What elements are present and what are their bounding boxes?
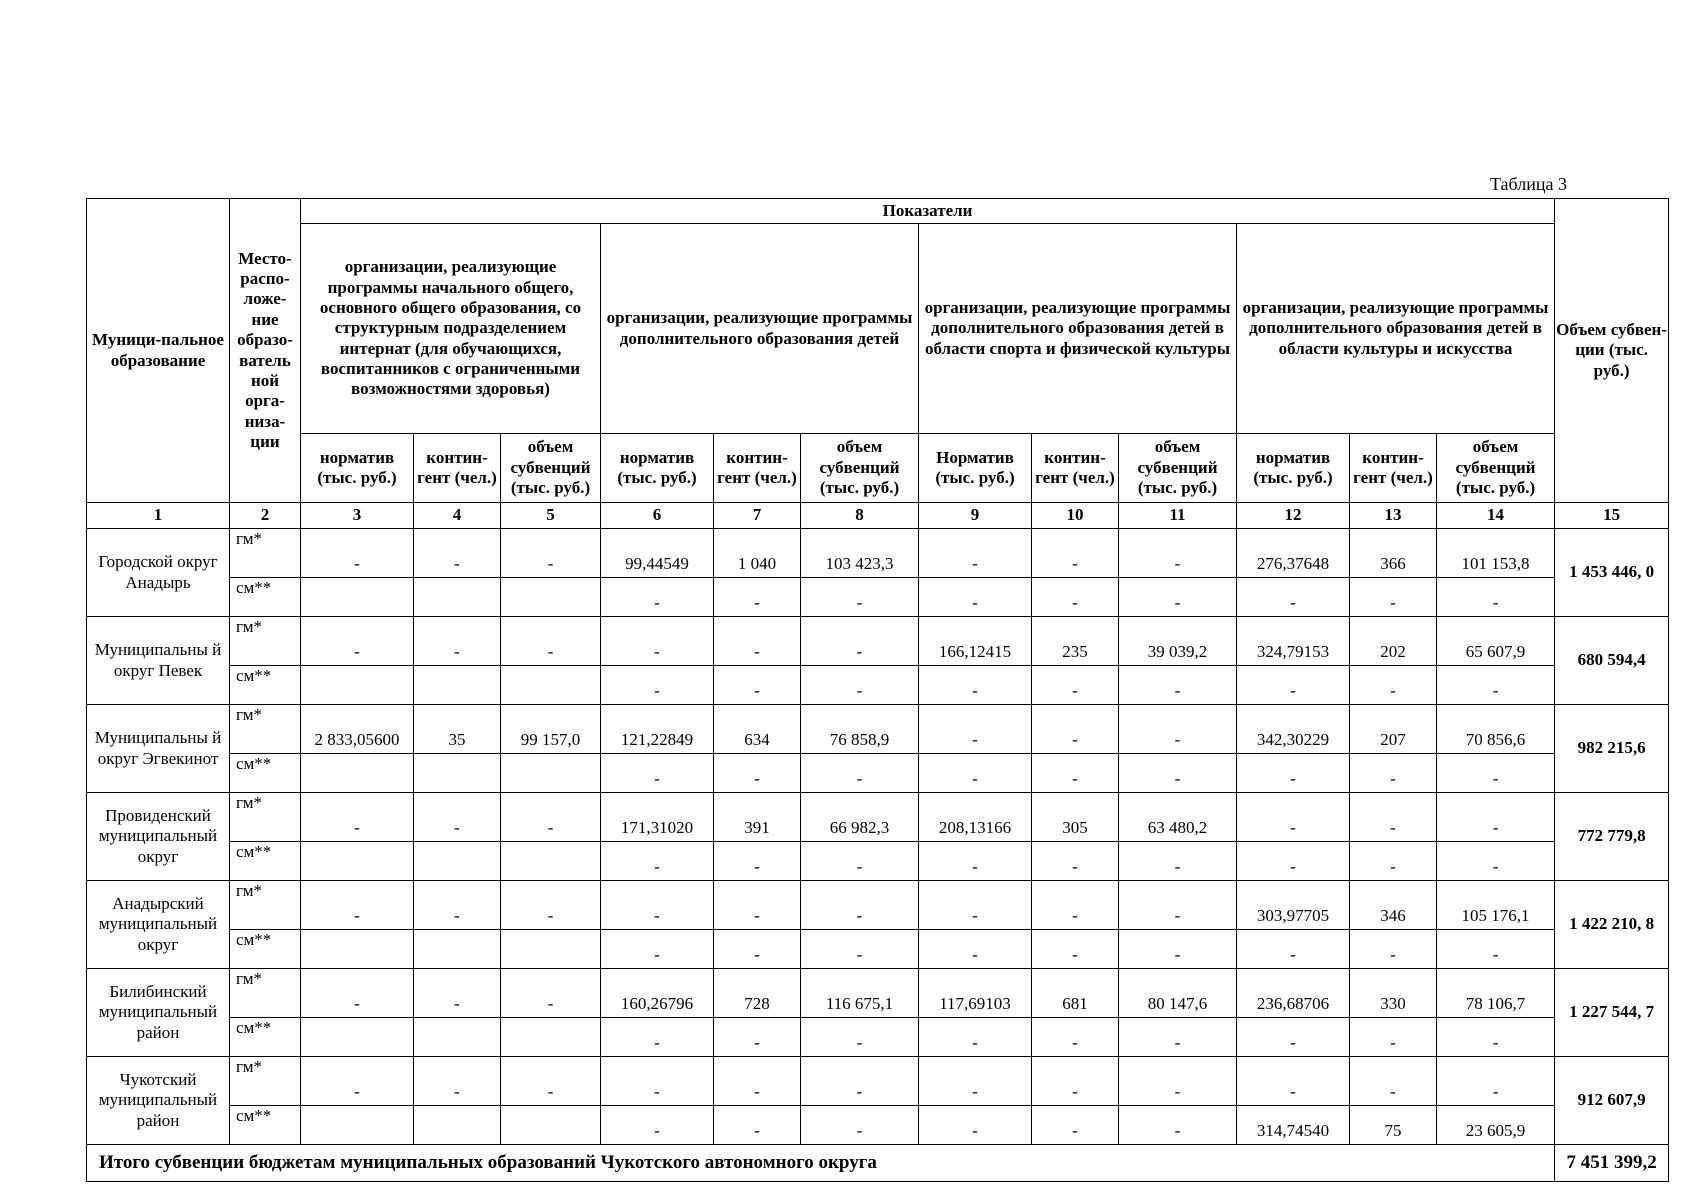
table-cell: [301, 666, 414, 705]
table-cell: 39 039,2: [1119, 617, 1237, 666]
table-cell: -: [1032, 1057, 1119, 1106]
table-cell: -: [1032, 705, 1119, 754]
table-cell: -: [601, 617, 714, 666]
table-cell: -: [501, 617, 601, 666]
table-cell: -: [1032, 754, 1119, 793]
column-number: 12: [1237, 503, 1350, 529]
table-cell: -: [1237, 578, 1350, 617]
table-cell: -: [414, 881, 501, 930]
table-cell: 103 423,3: [801, 529, 919, 578]
table-cell: -: [801, 578, 919, 617]
table-cell: -: [1119, 842, 1237, 881]
column-number: 13: [1350, 503, 1437, 529]
table-cell: -: [1237, 666, 1350, 705]
table-cell: -: [919, 930, 1032, 969]
header-group-additional: организации, реализующие программы дополнительного образования детей: [601, 224, 919, 434]
table-cell: -: [714, 754, 801, 793]
table-cell: -: [414, 617, 501, 666]
table-cell: [501, 754, 601, 793]
table-cell: -: [919, 1057, 1032, 1106]
table-cell: -: [1119, 1057, 1237, 1106]
table-cell: 634: [714, 705, 801, 754]
table-caption: Таблица 3: [1490, 174, 1567, 194]
column-number: 11: [1119, 503, 1237, 529]
table-cell: -: [601, 666, 714, 705]
table-cell: -: [1032, 666, 1119, 705]
table-cell: [301, 1106, 414, 1145]
table-cell: [501, 842, 601, 881]
location-sm: см**: [230, 666, 301, 705]
table-cell: 76 858,9: [801, 705, 919, 754]
table-cell: -: [714, 1018, 801, 1057]
table-cell: 728: [714, 969, 801, 1018]
table-cell: -: [1437, 666, 1555, 705]
table-cell: 105 176,1: [1437, 881, 1555, 930]
table-cell: -: [601, 754, 714, 793]
location-sm: см**: [230, 930, 301, 969]
table-cell: -: [414, 1057, 501, 1106]
table-cell: -: [1437, 1018, 1555, 1057]
column-number: 2: [230, 503, 301, 529]
header-sub-col-10: контин-гент (чел.): [1032, 434, 1119, 503]
table-cell: -: [1032, 578, 1119, 617]
table-cell: [301, 842, 414, 881]
table-cell: 303,97705: [1237, 881, 1350, 930]
table-cell: -: [414, 969, 501, 1018]
total-row: [87, 1145, 1669, 1182]
table-cell: -: [801, 1106, 919, 1145]
municipality-name: Билибинский муниципальный район: [87, 969, 230, 1057]
table-cell: 276,37648: [1237, 529, 1350, 578]
subsidy-volume: 1 453 446, 0: [1555, 529, 1669, 617]
table-cell: -: [601, 578, 714, 617]
table-cell: -: [801, 930, 919, 969]
table-cell: -: [1237, 754, 1350, 793]
table-cell: -: [1350, 930, 1437, 969]
header-sub-col-12: норматив (тыс. руб.): [1237, 434, 1350, 503]
subsidy-volume: 680 594,4: [1555, 617, 1669, 705]
table-cell: -: [1437, 793, 1555, 842]
table-cell: -: [1119, 1018, 1237, 1057]
table-row: [87, 793, 1669, 842]
column-number: 4: [414, 503, 501, 529]
table-cell: -: [1350, 754, 1437, 793]
header-sub-col-14: объем субвенций (тыс. руб.): [1437, 434, 1555, 503]
column-number: 15: [1555, 503, 1669, 529]
table-cell: -: [801, 754, 919, 793]
table-cell: [414, 666, 501, 705]
table-cell: -: [1119, 705, 1237, 754]
table-row: [87, 578, 1669, 617]
municipality-name: Анадырский муниципальный округ: [87, 881, 230, 969]
table-row: [87, 705, 1669, 754]
table-cell: -: [1119, 1106, 1237, 1145]
table-cell: 160,26796: [601, 969, 714, 1018]
table-cell: -: [501, 529, 601, 578]
subsidy-volume: 982 215,6: [1555, 705, 1669, 793]
table-cell: -: [919, 529, 1032, 578]
table-cell: 80 147,6: [1119, 969, 1237, 1018]
table-cell: -: [801, 881, 919, 930]
table-cell: -: [919, 578, 1032, 617]
table-cell: -: [714, 666, 801, 705]
header-sub-col-9: Норматив (тыс. руб.): [919, 434, 1032, 503]
table-cell: -: [501, 793, 601, 842]
table-cell: [414, 842, 501, 881]
table-cell: -: [801, 1018, 919, 1057]
column-number: 14: [1437, 503, 1555, 529]
table-cell: [301, 930, 414, 969]
header-group-sport: организации, реализующие программы дополнительного образования детей в области спорта и физической культуры: [919, 224, 1237, 434]
table-cell: [414, 1018, 501, 1057]
table-cell: [501, 578, 601, 617]
location-sm: см**: [230, 842, 301, 881]
table-cell: [414, 1106, 501, 1145]
table-cell: -: [601, 1106, 714, 1145]
location-sm: см**: [230, 1018, 301, 1057]
table-cell: 117,69103: [919, 969, 1032, 1018]
table-cell: [501, 1106, 601, 1145]
subsidy-volume: 1 227 544, 7: [1555, 969, 1669, 1057]
table-cell: -: [919, 842, 1032, 881]
table-cell: -: [501, 969, 601, 1018]
table-cell: -: [714, 1106, 801, 1145]
column-number: 1: [87, 503, 230, 529]
header-sub-col-13: контин-гент (чел.): [1350, 434, 1437, 503]
table-cell: -: [414, 529, 501, 578]
table-cell: -: [501, 1057, 601, 1106]
location-gm: гм*: [230, 881, 301, 930]
table-cell: [414, 578, 501, 617]
table-cell: -: [801, 842, 919, 881]
subsidy-volume: 1 422 210, 8: [1555, 881, 1669, 969]
table-cell: -: [714, 842, 801, 881]
header-sub-col-5: объем субвенций (тыс. руб.): [501, 434, 601, 503]
table-row: [87, 666, 1669, 705]
table-cell: 70 856,6: [1437, 705, 1555, 754]
table-cell: -: [1119, 578, 1237, 617]
table-cell: -: [1032, 1018, 1119, 1057]
column-number: 8: [801, 503, 919, 529]
table-cell: 65 607,9: [1437, 617, 1555, 666]
total-label: Итого субвенции бюджетам муниципальных образований Чукотского автономного округа: [87, 1145, 1555, 1182]
table-cell: 236,68706: [1237, 969, 1350, 1018]
location-sm: см**: [230, 578, 301, 617]
table-cell: -: [801, 1057, 919, 1106]
table-cell: -: [919, 754, 1032, 793]
table-cell: [414, 930, 501, 969]
table-cell: -: [1437, 842, 1555, 881]
table-row: [87, 1018, 1669, 1057]
table-cell: -: [1350, 666, 1437, 705]
table-row: [87, 754, 1669, 793]
table-cell: 75: [1350, 1106, 1437, 1145]
table-row: [87, 842, 1669, 881]
subsidy-volume: 912 607,9: [1555, 1057, 1669, 1145]
table-cell: -: [501, 881, 601, 930]
table-cell: -: [1350, 1057, 1437, 1106]
table-cell: [414, 754, 501, 793]
table-cell: -: [1350, 578, 1437, 617]
table-cell: -: [714, 930, 801, 969]
table-cell: 171,31020: [601, 793, 714, 842]
table-cell: 366: [1350, 529, 1437, 578]
location-gm: гм*: [230, 705, 301, 754]
table-cell: 342,30229: [1237, 705, 1350, 754]
table-cell: -: [714, 1057, 801, 1106]
table-cell: -: [1350, 1018, 1437, 1057]
municipality-name: Муниципальны й округ Эгвекинот: [87, 705, 230, 793]
location-gm: гм*: [230, 793, 301, 842]
table-cell: 166,12415: [919, 617, 1032, 666]
table-cell: -: [801, 666, 919, 705]
table-cell: [501, 666, 601, 705]
table-cell: 66 982,3: [801, 793, 919, 842]
table-row: [87, 1057, 1669, 1106]
table-cell: -: [414, 793, 501, 842]
table-cell: [501, 1018, 601, 1057]
subsidy-volume: 772 779,8: [1555, 793, 1669, 881]
location-sm: см**: [230, 754, 301, 793]
table-row: [87, 881, 1669, 930]
location-sm: см**: [230, 1106, 301, 1145]
header-sub-col-3: норматив (тыс. руб.): [301, 434, 414, 503]
table-cell: 346: [1350, 881, 1437, 930]
table-cell: -: [1032, 842, 1119, 881]
table-cell: 314,74540: [1237, 1106, 1350, 1145]
table-cell: -: [301, 969, 414, 1018]
table-cell: -: [1032, 529, 1119, 578]
table-row: [87, 930, 1669, 969]
table-cell: 99,44549: [601, 529, 714, 578]
table-cell: -: [714, 617, 801, 666]
table-cell: -: [919, 1106, 1032, 1145]
table-cell: -: [714, 881, 801, 930]
table-cell: 324,79153: [1237, 617, 1350, 666]
table-cell: 1 040: [714, 529, 801, 578]
table-row: [87, 529, 1669, 578]
table-cell: -: [1119, 754, 1237, 793]
table-cell: -: [1032, 930, 1119, 969]
table-cell: -: [1237, 842, 1350, 881]
table-cell: 305: [1032, 793, 1119, 842]
municipality-name: Провиденский муниципальный округ: [87, 793, 230, 881]
table-cell: -: [1237, 1057, 1350, 1106]
table-cell: -: [1437, 930, 1555, 969]
location-gm: гм*: [230, 969, 301, 1018]
table-cell: 391: [714, 793, 801, 842]
table-cell: 208,13166: [919, 793, 1032, 842]
table-cell: [301, 1018, 414, 1057]
header-group-culture: организации, реализующие программы дополнительного образования детей в области культуры и искусства: [1237, 224, 1555, 434]
table-cell: -: [1119, 930, 1237, 969]
header-sub-col-7: контин-гент (чел.): [714, 434, 801, 503]
table-cell: -: [301, 881, 414, 930]
table-cell: -: [1032, 1106, 1119, 1145]
subsidy-table: [86, 198, 1669, 1182]
column-number: 10: [1032, 503, 1119, 529]
table-cell: 35: [414, 705, 501, 754]
location-gm: гм*: [230, 617, 301, 666]
table-row: [87, 1106, 1669, 1145]
total-value: 7 451 399,2: [1555, 1145, 1669, 1182]
table-cell: -: [301, 529, 414, 578]
column-number: 9: [919, 503, 1032, 529]
table-cell: -: [601, 881, 714, 930]
table-cell: 121,22849: [601, 705, 714, 754]
table-cell: 235: [1032, 617, 1119, 666]
table-cell: 63 480,2: [1119, 793, 1237, 842]
header-sub-col-11: объем субвенций (тыс. руб.): [1119, 434, 1237, 503]
table-cell: -: [1437, 1057, 1555, 1106]
table-cell: [501, 930, 601, 969]
header-indicators: Показатели: [301, 199, 1555, 224]
table-cell: -: [919, 666, 1032, 705]
table-cell: 207: [1350, 705, 1437, 754]
table-cell: -: [301, 1057, 414, 1106]
table-cell: -: [1119, 666, 1237, 705]
table-cell: -: [1237, 793, 1350, 842]
location-gm: гм*: [230, 529, 301, 578]
header-sub-col-4: контин-гент (чел.): [414, 434, 501, 503]
table-cell: 202: [1350, 617, 1437, 666]
table-cell: -: [1119, 881, 1237, 930]
table-cell: -: [1350, 842, 1437, 881]
header-location: Место-распо-ложе-ние образо-ватель ной орга-низа-ции: [230, 199, 301, 503]
table-cell: 330: [1350, 969, 1437, 1018]
header-group-general: организации, реализующие программы начального общего, основного общего образования, со структурным подразделением интернат (для обучающихся, воспитанников с ограниченными возможностями здоровья): [301, 224, 601, 434]
table-cell: -: [1350, 793, 1437, 842]
table-cell: -: [1032, 881, 1119, 930]
table-cell: -: [1237, 1018, 1350, 1057]
table-cell: -: [1437, 754, 1555, 793]
table-cell: -: [919, 705, 1032, 754]
table-cell: -: [301, 793, 414, 842]
column-number: 5: [501, 503, 601, 529]
table-cell: -: [601, 1057, 714, 1106]
header-sub-col-8: объем субвенций (тыс. руб.): [801, 434, 919, 503]
table-cell: 99 157,0: [501, 705, 601, 754]
header-volume: Объем субвен-ции (тыс. руб.): [1555, 199, 1669, 503]
table-cell: -: [1119, 529, 1237, 578]
table-cell: -: [601, 842, 714, 881]
municipality-name: Муниципальны й округ Певек: [87, 617, 230, 705]
column-number: 6: [601, 503, 714, 529]
table-cell: [301, 578, 414, 617]
location-gm: гм*: [230, 1057, 301, 1106]
table-cell: 681: [1032, 969, 1119, 1018]
table-cell: -: [919, 1018, 1032, 1057]
table-cell: 101 153,8: [1437, 529, 1555, 578]
table-cell: 78 106,7: [1437, 969, 1555, 1018]
column-number: 3: [301, 503, 414, 529]
table-cell: -: [919, 881, 1032, 930]
table-cell: -: [1237, 930, 1350, 969]
municipality-name: Городской округ Анадырь: [87, 529, 230, 617]
table-cell: -: [714, 578, 801, 617]
table-cell: -: [801, 617, 919, 666]
table-cell: -: [601, 930, 714, 969]
table-row: [87, 617, 1669, 666]
municipality-name: Чукотский муниципальный район: [87, 1057, 230, 1145]
table-row: [87, 969, 1669, 1018]
column-number: 7: [714, 503, 801, 529]
table-cell: -: [301, 617, 414, 666]
table-cell: -: [1437, 578, 1555, 617]
header-municipality: Муници-пальное образование: [87, 199, 230, 503]
table-cell: 23 605,9: [1437, 1106, 1555, 1145]
table-cell: 2 833,05600: [301, 705, 414, 754]
table-cell: [301, 754, 414, 793]
table-cell: -: [601, 1018, 714, 1057]
header-sub-col-6: норматив (тыс. руб.): [601, 434, 714, 503]
table-cell: 116 675,1: [801, 969, 919, 1018]
